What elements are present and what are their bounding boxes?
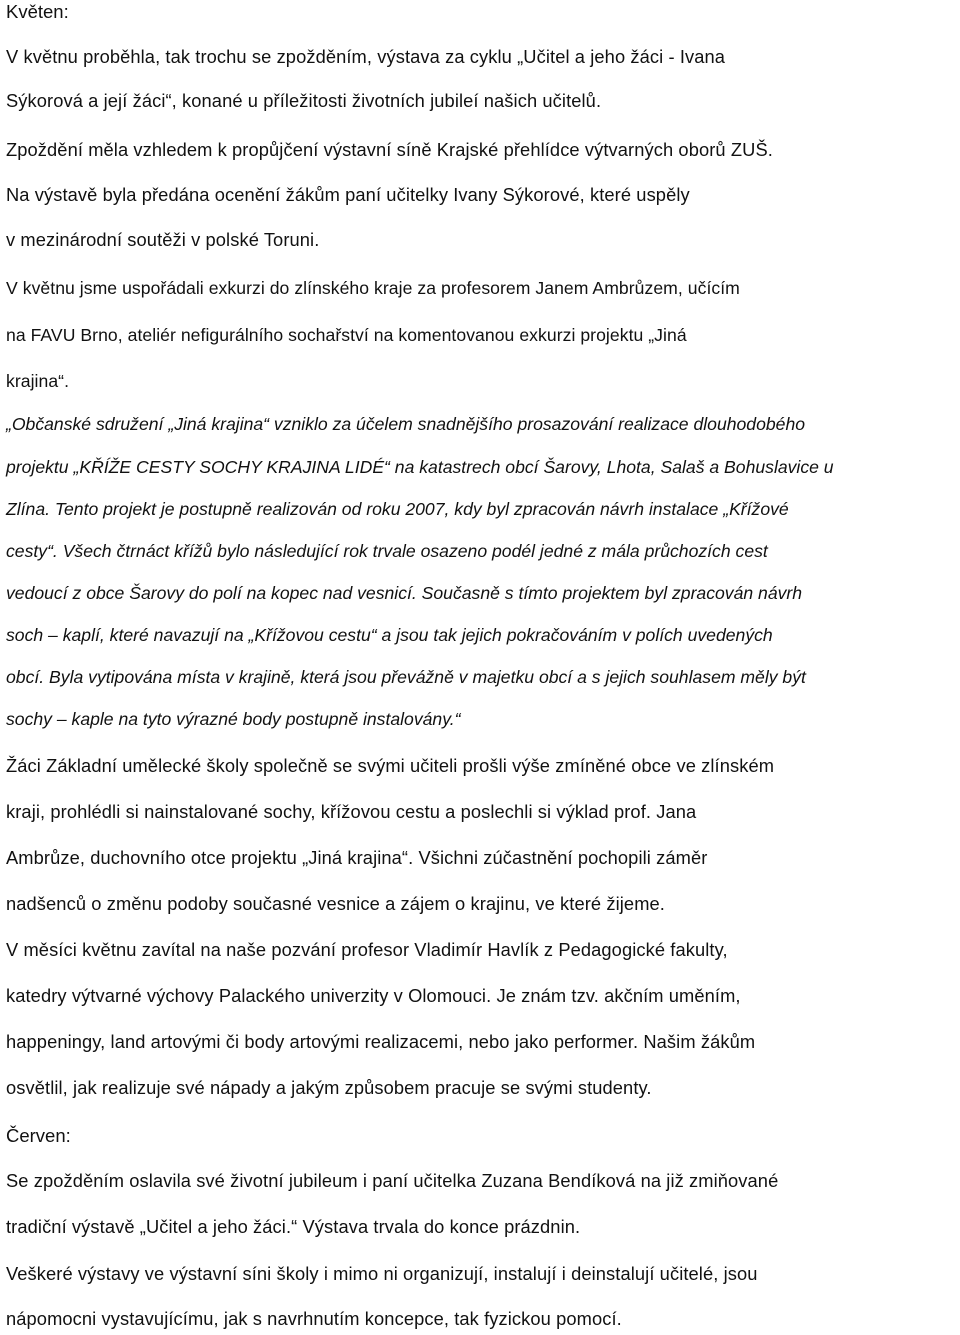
quote-line: soch – kaplí, které navazují na „Křížovou cestu“ a jsou tak jejich pokračováním v polích uvedených <box>6 625 773 645</box>
text-line: kraji, prohlédli si nainstalované sochy, křížovou cestu a poslechli si výklad prof. Jana <box>6 801 697 822</box>
text-line: na FAVU Brno, ateliér nefigurálního sochařství na komentovanou exkurzi projektu „Jiná <box>6 325 687 345</box>
text-line: happeningy, land artovými či body artovými realizacemi, nebo jako performer. Našim žákům <box>6 1031 756 1052</box>
quote-line: obcí. Byla vytipována místa v krajině, která jsou převážně v majetku obcí a s jejich souhlasem měly být <box>6 667 806 687</box>
text-line: osvětlil, jak realizuje své nápady a jakým způsobem pracuje se svými studenty. <box>6 1077 652 1098</box>
quote-line: vedoucí z obce Šarovy do polí na kopec nad vesnicí. Současně s tímto projektem byl zpracován návrh <box>6 583 803 603</box>
text-line: Ambrůze, duchovního otce projektu „Jiná krajina“. Všichni zúčastnění pochopili záměr <box>6 847 708 868</box>
text-line: V květnu proběhla, tak trochu se zpožděním, výstava za cyklu „Učitel a jeho žáci - Ivana <box>6 46 726 67</box>
text-line: krajina“. <box>6 371 70 391</box>
text-line: V květnu jsme uspořádali exkurzi do zlínského kraje za profesorem Janem Ambrůzem, učícím <box>6 278 740 298</box>
text-line: V měsíci květnu zavítal na naše pozvání profesor Vladimír Havlík z Pedagogické fakulty, <box>6 939 728 960</box>
heading-kveten: Květen: <box>6 1 69 22</box>
text-line: Žáci Základní umělecké školy společně se svými učiteli prošli výše zmíněné obce ve zlínském <box>6 755 775 776</box>
text-line: Se zpožděním oslavila své životní jubileum i paní učitelka Zuzana Bendíková na již zmiňované <box>6 1170 779 1191</box>
text-line: nadšenců o změnu podoby současné vesnice a zájem o krajinu, ve které žijeme. <box>6 893 665 914</box>
text-line: Na výstavě byla předána ocenění žákům paní učitelky Ivany Sýkorové, které uspěly <box>6 184 690 205</box>
quote-line: cesty“. Všech čtrnáct křížů bylo následující rok trvale osazeno podél jedné z mála průchozích cest <box>6 541 768 561</box>
quote-line: projektu „KŘÍŽE CESTY SOCHY KRAJINA LIDÉ“ na katastrech obcí Šarovy, Lhota, Salaš a Bohuslavice u <box>6 457 834 477</box>
text-line: tradiční výstavě „Učitel a jeho žáci.“ Výstava trvala do konce prázdnin. <box>6 1216 581 1237</box>
text-line: nápomocni vystavujícímu, jak s navrhnutím koncepce, tak fyzickou pomocí. <box>6 1308 622 1329</box>
text-line: Veškeré výstavy ve výstavní síni školy i mimo ni organizují, instalují i deinstalují učitelé, jsou <box>6 1263 758 1284</box>
quote-line: „Občanské sdružení „Jiná krajina“ vzniklo za účelem snadnějšího prosazování realizace dlouhodobého <box>6 414 806 434</box>
text-line: katedry výtvarné výchovy Palackého univerzity v Olomouci. Je znám tzv. akčním uměním, <box>6 985 741 1006</box>
heading-cerven: Červen: <box>6 1125 71 1146</box>
text-line: Sýkorová a její žáci“, konané u příležitosti životních jubileí našich učitelů. <box>6 90 602 111</box>
text-line: v mezinárodní soutěži v polské Toruni. <box>6 229 320 250</box>
text-line: Zpoždění měla vzhledem k propůjčení výstavní síně Krajské přehlídce výtvarných oborů ZUŠ. <box>6 139 773 160</box>
quote-line: sochy – kaple na tyto výrazné body postupně instalovány.“ <box>6 709 461 729</box>
quote-line: Zlína. Tento projekt je postupně realizován od roku 2007, kdy byl zpracován návrh instalace „Křížové <box>6 499 789 519</box>
